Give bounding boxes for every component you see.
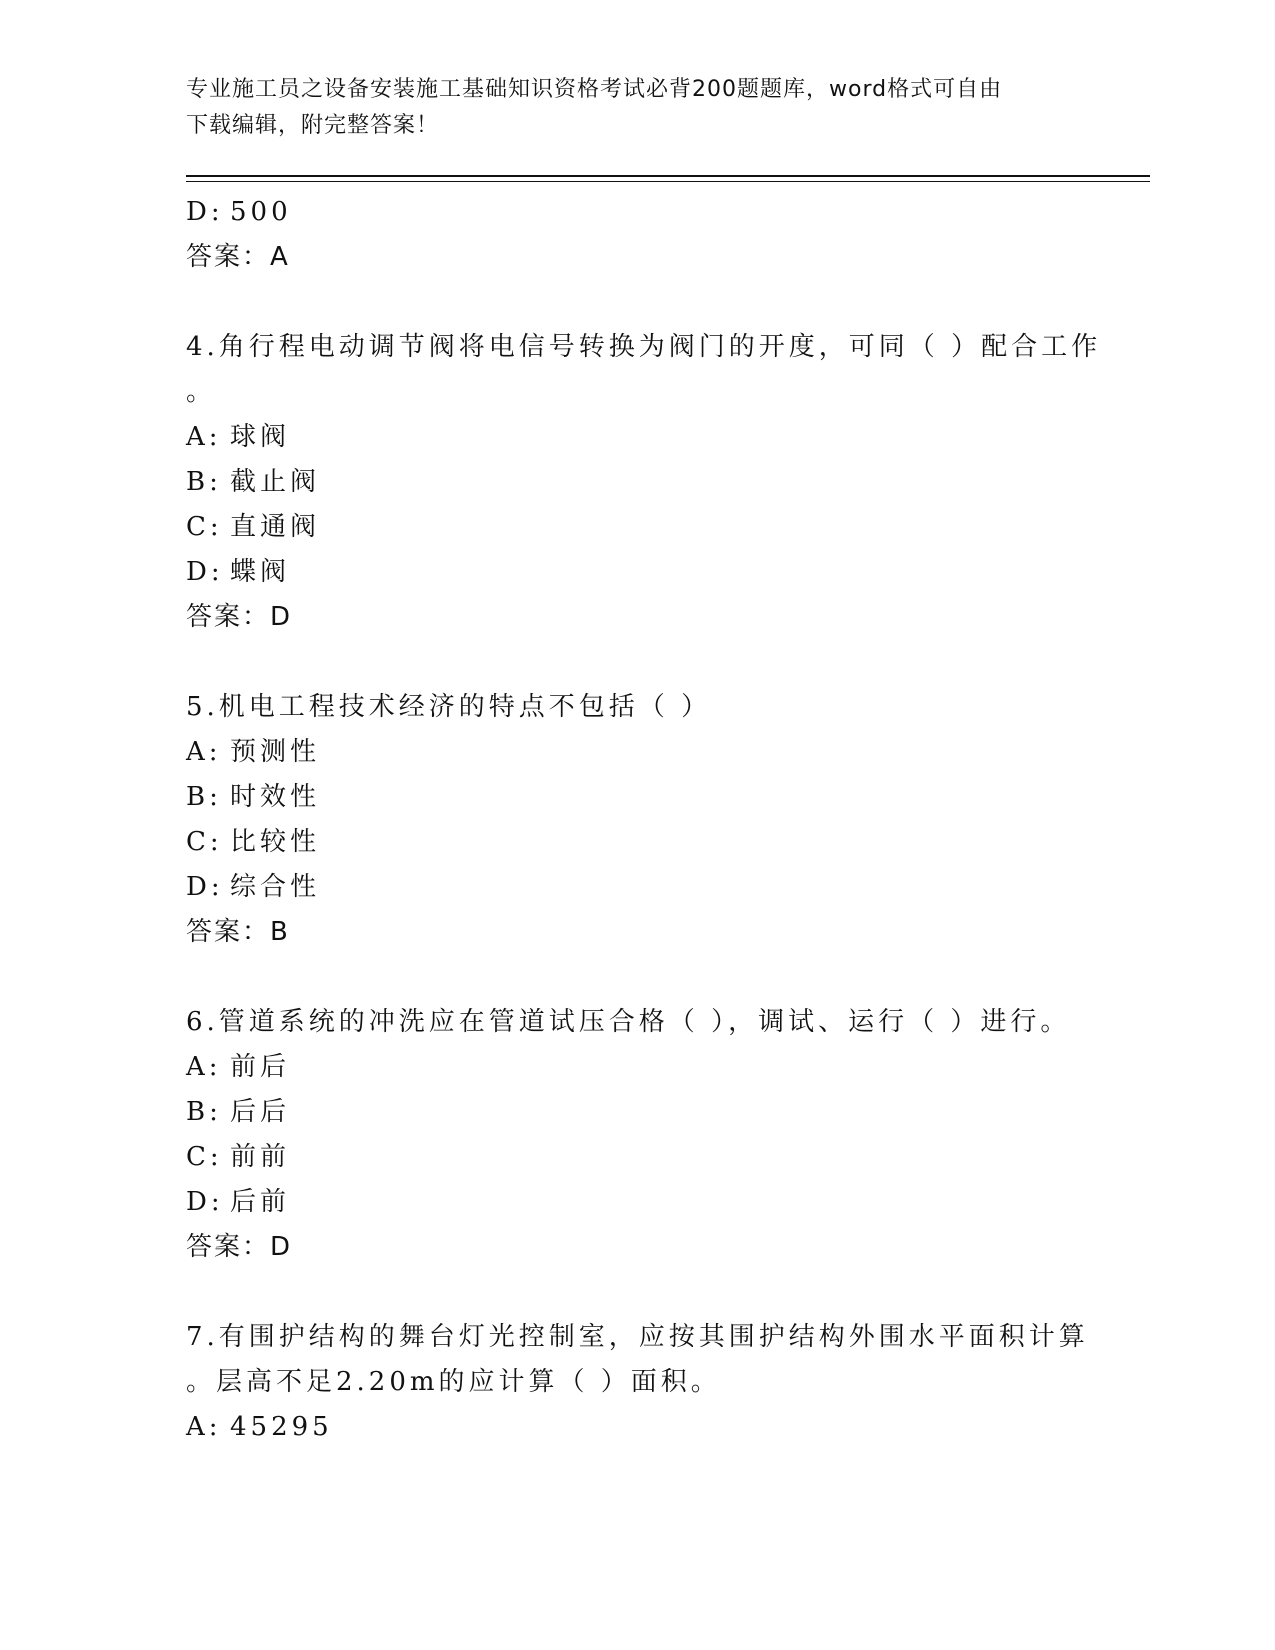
option-text: 球阀 <box>230 422 291 452</box>
option-text: 蝶阀 <box>230 557 291 587</box>
option-key: D: <box>186 872 224 902</box>
header-divider-thick <box>186 175 1150 177</box>
option-key: B: <box>186 782 222 812</box>
header-divider-thin <box>186 181 1150 182</box>
option-text: 前前 <box>230 1142 291 1172</box>
option-text: 截止阀 <box>230 467 321 497</box>
option-row <box>186 550 1146 595</box>
question-stem-continued: 。 <box>186 377 217 407</box>
option-row <box>186 865 1146 910</box>
option-text: 直通阀 <box>230 512 321 542</box>
answer-line: 答案：B <box>186 917 290 947</box>
option-row <box>186 460 1146 505</box>
option-key: D: <box>186 557 224 587</box>
question-stem: 7.有围护结构的舞台灯光控制室，应按其围护结构外围水平面积计算 <box>186 1322 1089 1352</box>
option-row <box>186 775 1146 820</box>
header-line-2: 下载编辑，附完整答案！ <box>186 113 440 138</box>
option-row <box>186 820 1146 865</box>
option-text: 比较性 <box>230 827 321 857</box>
option-text: 后前 <box>230 1187 291 1217</box>
option-key: D: <box>186 197 224 227</box>
option-key: A: <box>186 737 222 767</box>
option-row <box>186 1135 1146 1180</box>
option-text: 前后 <box>230 1052 291 1082</box>
option-key: C: <box>186 1142 223 1172</box>
option-row <box>186 1090 1146 1135</box>
option-row <box>186 1045 1146 1090</box>
option-row <box>186 1180 1146 1225</box>
option-key: C: <box>186 827 223 857</box>
header-line-1: 专业施工员之设备安装施工基础知识资格考试必背200题题库，word格式可自由 <box>186 77 1003 102</box>
option-row <box>186 415 1146 460</box>
option-text: 后后 <box>230 1097 291 1127</box>
answer-line: 答案：A <box>186 242 290 272</box>
option-text: 时效性 <box>230 782 321 812</box>
option-text: 预测性 <box>230 737 321 767</box>
option-key: A: <box>186 1412 222 1442</box>
question-list <box>186 190 1146 1450</box>
question-stem: 5.机电工程技术经济的特点不包括（ ） <box>186 692 712 722</box>
option-row <box>186 730 1146 775</box>
option-row <box>186 190 1146 235</box>
option-key: C: <box>186 512 223 542</box>
option-key: B: <box>186 467 222 497</box>
page-header <box>186 72 1086 144</box>
option-key: A: <box>186 422 222 452</box>
answer-line: 答案：D <box>186 602 293 632</box>
question-stem: 6.管道系统的冲洗应在管道试压合格（ ），调试、运行（ ）进行。 <box>186 1007 1071 1037</box>
question-stem: 4.角行程电动调节阀将电信号转换为阀门的开度，可同（ ）配合工作 <box>186 332 1102 362</box>
option-key: A: <box>186 1052 222 1082</box>
option-text: 综合性 <box>230 872 321 902</box>
option-key: B: <box>186 1097 222 1127</box>
option-text: 45295 <box>230 1412 333 1442</box>
option-text: 500 <box>230 197 292 227</box>
option-key: D: <box>186 1187 224 1217</box>
option-row <box>186 505 1146 550</box>
answer-line: 答案：D <box>186 1232 293 1262</box>
option-row <box>186 1405 1146 1450</box>
question-stem-continued: 。层高不足2.20m的应计算（ ）面积。 <box>186 1367 721 1397</box>
